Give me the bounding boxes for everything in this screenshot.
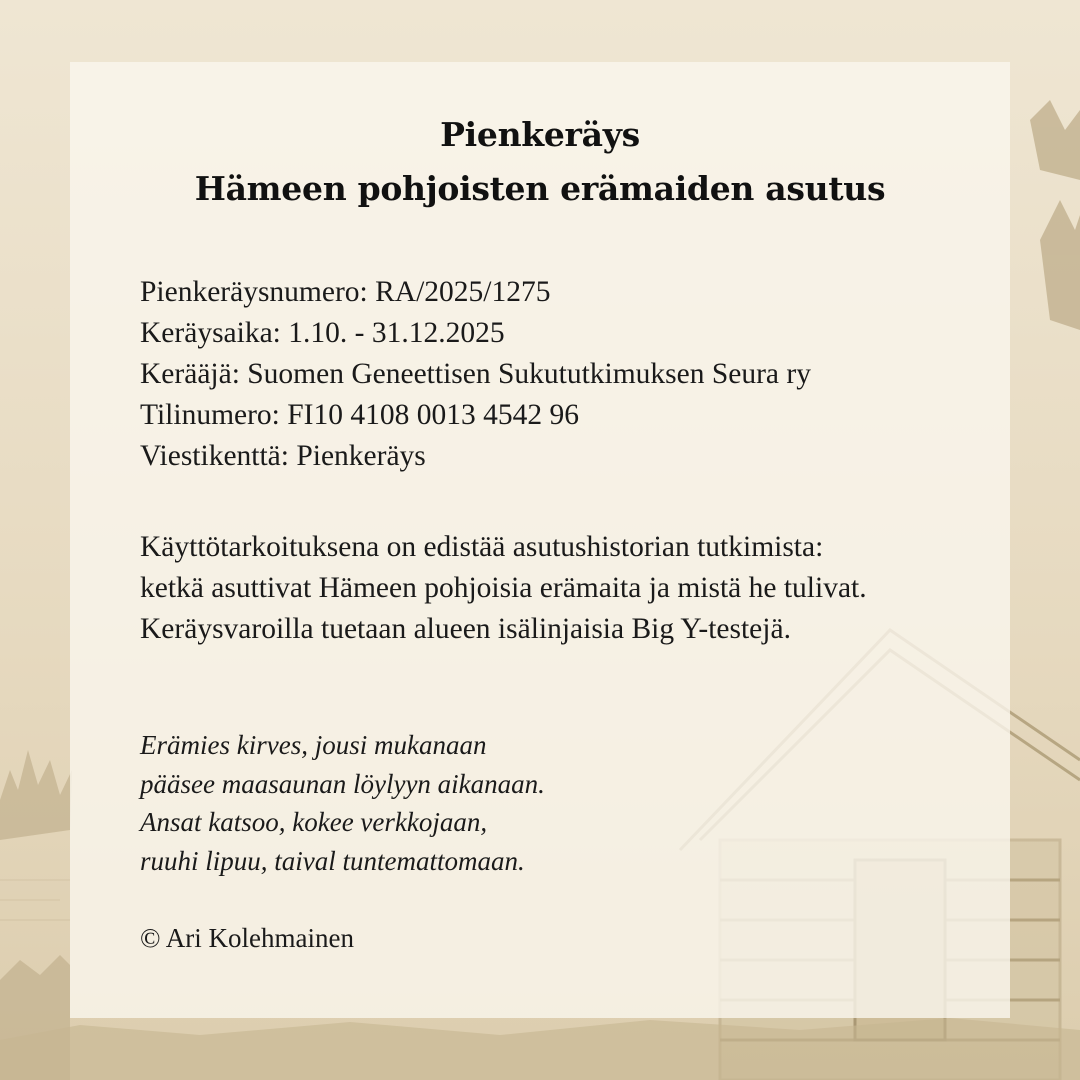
copyright-notice: © Ari Kolehmainen xyxy=(140,923,354,953)
collector: Kerääjä: Suomen Geneettisen Sukututkimuksen Seura ry xyxy=(140,358,811,390)
purpose-text xyxy=(140,527,867,650)
page-title xyxy=(0,108,1080,216)
fundraising-info xyxy=(140,272,811,477)
poem-line: ruuhi lipuu, taival tuntemattomaan. xyxy=(140,845,525,876)
poem-line: pääsee maasaunan löylyyn aikanaan. xyxy=(140,768,545,799)
title-line-1: Pienkeräys xyxy=(440,115,640,154)
message-field: Viestikenttä: Pienkeräys xyxy=(140,440,426,472)
poem xyxy=(140,726,545,880)
poem-line: Ansat katsoo, kokee verkkojaan, xyxy=(140,807,488,837)
purpose-line: Keräysvaroilla tuetaan alueen isälinjaisia Big Y-testejä. xyxy=(140,613,791,645)
fundraising-number: Pienkeräysnumero: RA/2025/1275 xyxy=(140,276,551,308)
account-number: Tilinumero: FI10 4108 0013 4542 96 xyxy=(140,399,579,431)
purpose-line: ketkä asuttivat Hämeen pohjoisia erämaita ja mistä he tulivat. xyxy=(140,572,867,604)
collection-period: Keräysaika: 1.10. - 31.12.2025 xyxy=(140,317,505,349)
poem-line: Erämies kirves, jousi mukanaan xyxy=(140,730,487,760)
title-line-2: Hämeen pohjoisten erämaiden asutus xyxy=(194,169,886,208)
purpose-line: Käyttötarkoituksena on edistää asutushistorian tutkimista: xyxy=(140,531,824,563)
